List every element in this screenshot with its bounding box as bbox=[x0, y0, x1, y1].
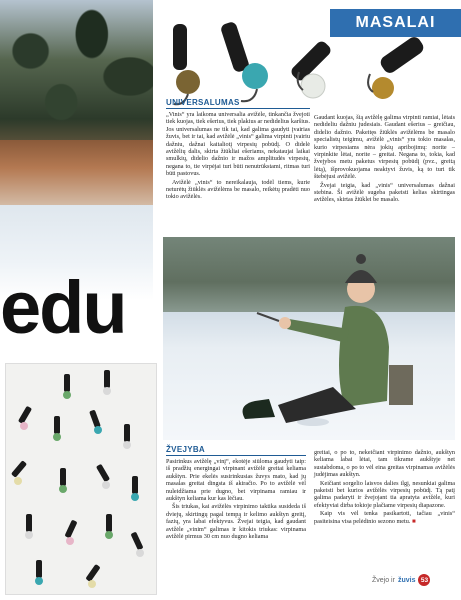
subhead-universalumas: UNIVERSALUMAS bbox=[166, 98, 310, 109]
paragraph: Pasirinkus avižėlę „vinį“, ekotėje siūloma gaudyti taip: iš pradžių energingai virpinant avižėlė greitai keliama aukštyn. Prie ekelės susirinkusias žuvys mato, kad jų masalas greitai dingsta iš akiračio. Po to avižėlė vėl nuleidžiama prie dugno, bet virpinama ramiau ir aukštyn keliama kur kas lėčiau. bbox=[166, 458, 306, 503]
magazine-name: žuvis bbox=[397, 576, 416, 584]
paragraph: Kaip vis vėl tenka pasikartoti, tačiau „vinis“ pasiteisina visa pelėdinio sezono metu. ■ bbox=[314, 510, 455, 525]
column-right bbox=[314, 114, 455, 204]
jig-3 bbox=[289, 39, 333, 98]
jig-2 bbox=[220, 21, 268, 101]
angler-photo bbox=[163, 237, 455, 440]
headline: edu bbox=[0, 266, 126, 349]
page-footer bbox=[372, 574, 430, 586]
page-number-badge: 53 bbox=[418, 574, 430, 586]
footer-prefix: Žvejo ir bbox=[372, 576, 395, 584]
jig-1 bbox=[173, 24, 200, 104]
column-left bbox=[166, 98, 310, 201]
jigs-strip-illustration bbox=[165, 10, 455, 110]
jig-collection bbox=[11, 370, 144, 588]
end-mark-icon: ■ bbox=[411, 517, 416, 525]
paragraph: Avižėlė „vinis“ to nereikalauja, todėl tiems, kurie neturėtų žiūklės avižėlėms be masalo, reikėtų pradėti nuo tokio avižėlės. bbox=[166, 178, 310, 201]
paragraph: greitai, o po to, nekeičiant virpinimo dažnio, aukštyn keliama labai lėtai, tam tikrame aukštyje net sustabdoma, o po to vėl eina greitas virpinamas avižėlės judėjimas aukštyn. bbox=[314, 449, 455, 479]
angler-illustration bbox=[163, 237, 455, 440]
bottom-col-2 bbox=[314, 449, 455, 540]
subhead-zvejyba: ŽVEJYBA bbox=[166, 445, 306, 456]
sandy-cliff bbox=[0, 140, 153, 210]
bottom-section bbox=[166, 445, 455, 540]
paragraph: Keičiant sorgelio laisvos dalies ilgį, nesunkiai galima pakeisti bet kurios avižėlės virpesių pobūdį. Tą patį galima padaryti ir žvejojant tia apratyta avižėle, kuri efektyviai dirba tokioje plačiame virpesių diapazone. bbox=[314, 479, 455, 509]
bottom-col-1 bbox=[166, 458, 306, 540]
jig-collection-photo bbox=[6, 364, 156, 594]
jig-4 bbox=[368, 34, 426, 99]
paragraph: „Vinis“ yra laikoma universalia avižėle, tinkančia žvejoti tiek kuojas, tiek ešerius, tiek plakius ar nedidelius karšius. Jos universalumas ne tik tai, kad galima gaudyti įvairias žuvis, bet ir tai, kad avižėlė „vinis“ galima virpinti įvairiu dažniu, dažnai kaitaliotį virpesių pobūdį. O didelė avižėlių dalis, skirta žiūkliai ešeriams, nekataujai laikai smulkių, didelio dažnio ir mažos amplitudės virpesių, negana to, tie virpėjai turi būti nenutrūkstami, ritmas turi būti pastovus. bbox=[166, 111, 310, 178]
paragraph: Šis triukas, kai avižėlės virpinimo taktika susideda iš dviejų, skirtingų pagal tempą ir kelimo aukštyn greitį, fazių, yra labai efektyvus. Žvejai teigia, kad gaudant avižėle „vinim“ galimas ir kitokis triukas: virpinama avižėlė pirmus 30 cm nuo dugno keliama bbox=[166, 503, 306, 541]
paragraph: Gaudant kuojas, šią avižėlę galima virpinti ramiai, lėtais nedideliu dažniu judesiais. Gaudant ešerius – greičiau, didelio dažnio. Pakeitęs žiūklės avižėlėms be masalo specialistų teigimu, avižėlė „vinis“ yra tokio masalas, kurio virpesiams nėra jokių apribojimų: norite – virpinkite lėtai, norite – greitai. Negana to, tokia, kad žvejybos metu paketus virpesių pobūdį (pvz., greitą lėtą), išprovokuojama neaktyvi žuvis, ką to turi tik štebėjusi avižėlė. bbox=[314, 114, 455, 181]
section-tag: MASALAI bbox=[330, 9, 461, 37]
winter-river-photo bbox=[0, 0, 153, 300]
paragraph: Žvejai teigia, kad „vinis“ universalumas dažnai stebina. Ši avižėlė sugeba pakeisti kelias skirtingas avižėles, skirtas žiūklei be masalo. bbox=[314, 181, 455, 204]
